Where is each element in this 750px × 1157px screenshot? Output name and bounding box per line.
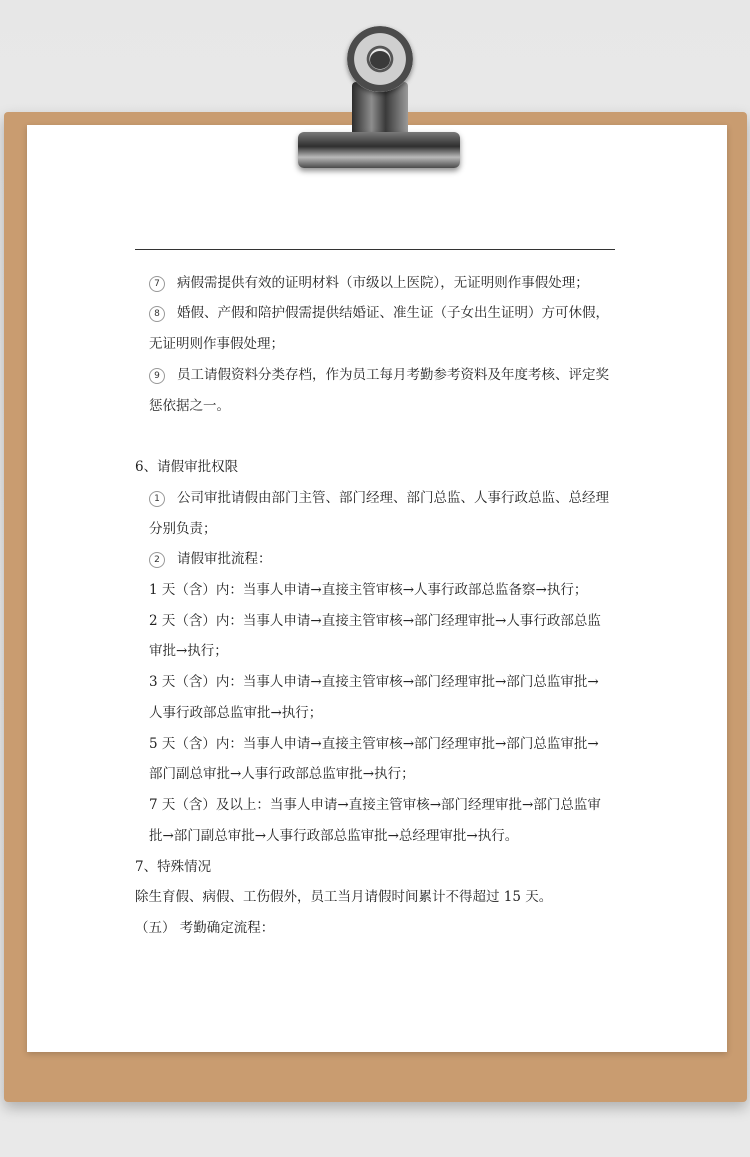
section-5-heading: （五） 考勤确定流程： xyxy=(135,920,275,936)
flow-line: 5 天（含）内：当事人申请→直接主管审核→部门经理审批→部门总监审批→ xyxy=(149,736,599,752)
clip-hole xyxy=(370,51,390,69)
item-text: 婚假、产假和陪护假需提供结婚证、准生证（子女出生证明）方可休假， xyxy=(177,305,609,321)
section-6-item-2 xyxy=(149,549,272,569)
flow-line: 2 天（含）内：当事人申请→直接主管审核→部门经理审批→人事行政部总监 xyxy=(149,613,601,629)
flow-line: 部门副总审批→人事行政部总监审批→执行； xyxy=(149,766,415,782)
section-6-item-1-cont: 分别负责； xyxy=(149,521,217,537)
list-item-7 xyxy=(149,273,589,293)
flow-line: 批→部门副总审批→人事行政部总监审批→总经理审批→执行。 xyxy=(149,828,519,844)
item-text: 请假审批流程： xyxy=(177,551,272,567)
clip-base xyxy=(298,132,460,168)
header-rule xyxy=(135,249,615,250)
item-text: 病假需提供有效的证明材料（市级以上医院），无证明则作事假处理； xyxy=(177,275,589,291)
item-number: 1 xyxy=(149,491,165,507)
item-text: 员工请假资料分类存档，作为员工每月考勤参考资料及年度考核、评定奖 xyxy=(177,367,609,383)
section-7-text: 除生育假、病假、工伤假外，员工当月请假时间累计不得超过 15 天。 xyxy=(135,889,553,905)
list-item-9 xyxy=(149,365,609,385)
list-item-8-cont: 无证明则作事假处理； xyxy=(149,336,284,352)
flow-line: 人事行政部总监审批→执行； xyxy=(149,705,323,721)
item-number: 2 xyxy=(149,552,165,568)
section-6-heading: 6、请假审批权限 xyxy=(135,459,239,475)
item-number: 7 xyxy=(149,276,165,292)
item-text: 公司审批请假由部门主管、部门经理、部门总监、人事行政总监、总经理 xyxy=(177,490,609,506)
section-7-heading: 7、特殊情况 xyxy=(135,859,212,875)
flow-line: 1 天（含）内：当事人申请→直接主管审核→人事行政部总监备察→执行； xyxy=(149,582,588,598)
flow-line: 3 天（含）内：当事人申请→直接主管审核→部门经理审批→部门总监审批→ xyxy=(149,674,599,690)
item-number: 9 xyxy=(149,368,165,384)
flow-line: 7 天（含）及以上：当事人申请→直接主管审核→部门经理审批→部门总监审 xyxy=(149,797,601,813)
list-item-9-cont: 惩依据之一。 xyxy=(149,398,230,414)
section-6-item-1 xyxy=(149,488,609,508)
item-number: 8 xyxy=(149,306,165,322)
list-item-8 xyxy=(149,303,609,323)
flow-line: 审批→执行； xyxy=(149,643,228,659)
